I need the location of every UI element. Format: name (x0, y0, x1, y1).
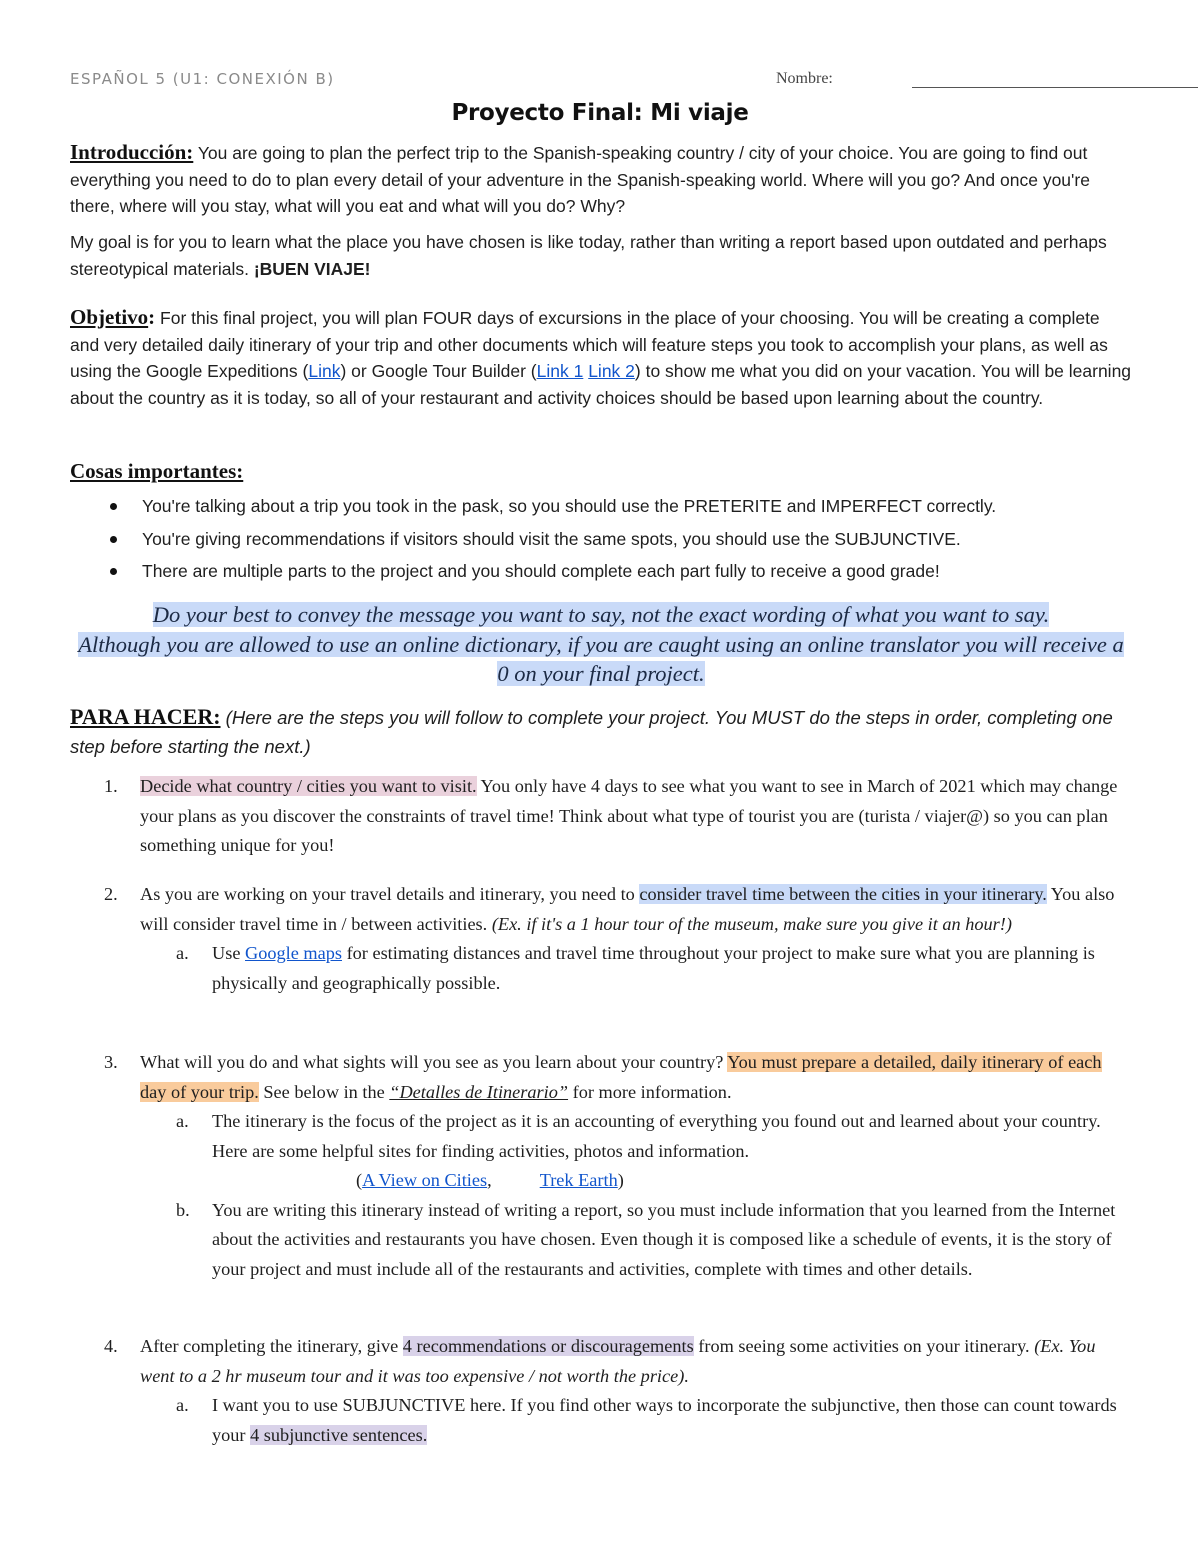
intro-heading: Introducción: (70, 140, 194, 164)
document-header (70, 70, 1130, 94)
step-2-example: (Ex. if it's a 1 hour tour of the museum, make sure you give it an hour!) (491, 913, 1012, 934)
step-number: 2. (104, 884, 118, 904)
step-4a-highlight: 4 subjunctive sentences. (250, 1424, 428, 1445)
step-2 (70, 880, 1132, 998)
intro-paragraph (70, 139, 1132, 220)
list-item (70, 880, 1132, 939)
sub-letter: a. (176, 1395, 189, 1415)
warning-line-2: Although you are allowed to use an online dictionary, if you are caught using an online translator you will receive a 0 on your final project. (78, 631, 1124, 686)
para-hacer-paragraph (70, 702, 1132, 761)
step-3-detalles: “Detalles de Itinerario” (389, 1081, 569, 1102)
objetivo-text-a: For this final project, you will plan FOUR days of excursions in the place of your choosing. You will be creating a complete and very detailed daily itinerary of your trip and other documents which will feature steps you took to accomplish your plans, as well as using the Google Expeditions ( (70, 308, 1108, 381)
list-item (70, 493, 1132, 526)
step-4-text-b: from seeing some activities on your itinerary. (693, 1336, 1035, 1356)
objetivo-colon: : (148, 305, 156, 329)
step-1-text: You only have 4 days to see what you want to see in March of 2021 which may change your plans as you discover the constraints of travel time! Think about what type of tourist you are (turista / viajer@) so you can plan something unique for you! (140, 776, 1118, 855)
step-number: 3. (104, 1052, 118, 1072)
bullet-icon (110, 536, 117, 543)
bullet-text: You're talking about a trip you took in the pask, so you should use the PRETERITE and IMPERFECT correctly. (142, 496, 997, 516)
step-4-example: (Ex. You went to a 2 hr museum tour and it was too expensive / not worth the price). (140, 1336, 1096, 1386)
google-maps-link[interactable]: Google maps (245, 943, 342, 963)
goal-text: My goal is for you to learn what the place you have chosen is like today, rather than writing a report based upon outdated and perhaps stereotypical materials. (70, 232, 1107, 279)
objetivo-paragraph (70, 304, 1132, 411)
link-separator: , (487, 1170, 492, 1190)
sub-letter: b. (176, 1199, 190, 1220)
name-label: Nombre: (776, 70, 833, 87)
paren-close: ) (617, 1170, 624, 1190)
list-item (70, 1196, 1132, 1285)
step-4-highlight: 4 recommendations or discouragements (402, 1336, 694, 1356)
step-4a-text: I want you to use SUBJUNCTIVE here. If you find other ways to incorporate the subjunctive, then those can count towards your (212, 1395, 1117, 1445)
step-2a-text-b: for estimating distances and travel time throughout your project to make sure what you are planning is physically and geographically possible. (212, 943, 1095, 993)
step-2a-text-a: Use (212, 943, 246, 963)
translator-warning (70, 600, 1132, 689)
bullet-icon (110, 503, 117, 510)
step-1 (70, 772, 1132, 861)
page-title: Proyecto Final: Mi viaje (451, 100, 749, 126)
list-item (70, 1332, 1132, 1391)
tour-builder-link-1[interactable]: Link 1 (536, 361, 584, 381)
step-2-text-a: As you are working on your travel details and itinerary, you need to (140, 884, 640, 904)
step-1-highlight: Decide what country / cities you want to visit. (140, 776, 477, 796)
course-label: ESPAÑOL 5 (U1: CONEXIÓN B) (70, 70, 335, 88)
cosas-heading-row (70, 458, 1132, 486)
tour-builder-link-2[interactable]: Link 2 (588, 361, 635, 381)
expeditions-link[interactable]: Link (308, 361, 341, 381)
paren-open: ( (356, 1170, 363, 1190)
name-blank-line (912, 87, 1198, 88)
buen-viaje: ¡BUEN VIAJE! (253, 258, 371, 279)
warning-line-1: Do your best to convey the message you want to say, not the exact wording of what you want to say. (152, 602, 1050, 627)
step-number: 4. (104, 1336, 118, 1356)
cosas-list (70, 493, 1132, 591)
bullet-text: You're giving recommendations if visitors should visit the same spots, you should use the SUBJUNCTIVE. (142, 528, 961, 549)
list-item (70, 1048, 1132, 1107)
step-2-highlight: consider travel time between the cities in your itinerary. (639, 884, 1047, 904)
step-2-text-b: You also will consider travel time in / between activities. (140, 884, 1115, 934)
step-3-text-c: for more information. (568, 1081, 732, 1102)
step-number: 1. (104, 776, 118, 796)
step-3-highlight: You must prepare a detailed, daily itinerary of each day of your trip. (140, 1052, 1102, 1102)
step-3-text-a: What will you do and what sights will you see as you learn about your country? (140, 1052, 728, 1072)
bullet-icon (110, 568, 117, 575)
step-4 (70, 1332, 1132, 1450)
intro-text: You are going to plan the perfect trip to the Spanish-speaking country / city of your choice. You are going to find out everything you need to do to plan every detail of your adventure in the Spanish-speaking world. Where will you go? And once you're there, where will you stay, what will you eat and what will you do? Why? (70, 143, 1090, 216)
cosas-heading: Cosas importantes: (70, 459, 244, 483)
step-3a-text: The itinerary is the focus of the project as it is an accounting of everything you found out and learned about your country. Here are some helpful sites for finding activities, photos and information. (212, 1111, 1101, 1161)
view-on-cities-link[interactable]: A View on Cities (362, 1170, 488, 1190)
bullet-text: There are multiple parts to the project and you should complete each part fully to receive a good grade! (142, 561, 940, 581)
goal-paragraph (70, 229, 1132, 282)
list-item (70, 939, 1132, 998)
para-hacer-heading: PARA HACER: (70, 704, 221, 729)
list-item (70, 1391, 1132, 1450)
objetivo-heading: Objetivo (70, 305, 149, 329)
para-hacer-intro: (Here are the steps you will follow to complete your project. You MUST do the steps in order, completing one step before starting the next.) (70, 707, 1113, 757)
sub-letter: a. (176, 943, 189, 963)
objetivo-text-c: ) to show me what you did on your vacation. You will be learning about the country as it is today, so all of your restaurant and activity choices should be based upon learning about the country. (70, 361, 1132, 408)
objetivo-text-b: ) or Google Tour Builder ( (340, 361, 537, 381)
list-item (70, 558, 1132, 591)
list-item (70, 772, 1132, 861)
trek-earth-link[interactable]: Trek Earth (539, 1170, 618, 1190)
sub-letter: a. (176, 1111, 189, 1131)
step-4-text-a: After completing the itinerary, give (140, 1336, 403, 1356)
list-item (70, 526, 1132, 559)
step-3 (70, 1048, 1132, 1284)
step-3-text-b: See below in the (258, 1081, 390, 1102)
list-item (70, 1107, 1132, 1196)
step-3b-text: You are writing this itinerary instead of writing a report, so you must include information that you learned from the Internet about the activities and restaurants you have chosen. Even though it is composed like a schedule of events, it is the story of your project and must include all of the restaurants and activities, complete with times and other details. (212, 1199, 1116, 1279)
